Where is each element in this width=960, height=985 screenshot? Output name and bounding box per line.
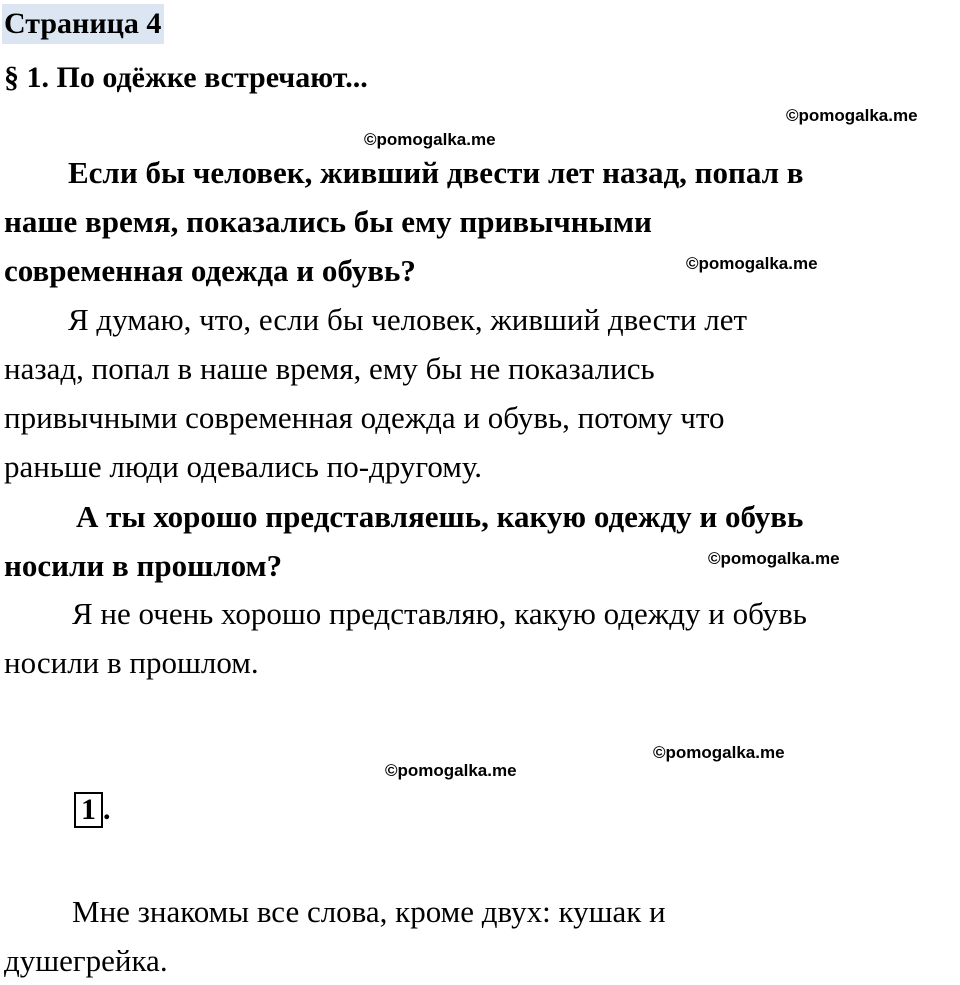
watermark: ©pomogalka.me bbox=[385, 761, 517, 780]
watermark: ©pomogalka.me bbox=[653, 743, 785, 762]
question-2-line-1: А ты хорошо представляешь, какую одежду и обувь bbox=[76, 499, 804, 534]
task-number-suffix: . bbox=[103, 793, 111, 826]
question-1-line-2: наше время, показались бы ему привычными bbox=[4, 204, 652, 239]
answer-2-line-2: носили в прошлом. bbox=[4, 645, 259, 680]
question-1-line-3: современная одежда и обувь? bbox=[4, 253, 416, 288]
answer-1-line-2: назад, попал в наше время, ему бы не показались bbox=[4, 351, 655, 386]
task-1-answer-line-2: душегрейка. bbox=[4, 943, 168, 978]
page-title: Страница 4 bbox=[2, 4, 164, 44]
answer-2-line-1: Я не очень хорошо представляю, какую одежду и обувь bbox=[72, 596, 807, 631]
task-1-answer-line-1: Мне знакомы все слова, кроме двух: кушак и bbox=[72, 894, 666, 929]
watermark: ©pomogalka.me bbox=[686, 254, 818, 273]
question-2-line-2: носили в прошлом? bbox=[4, 548, 283, 583]
answer-1-line-3: привычными современная одежда и обувь, потому что bbox=[4, 400, 725, 435]
watermark: ©pomogalka.me bbox=[364, 130, 496, 149]
section-title: § 1. По одёжке встречают... bbox=[4, 61, 368, 94]
answer-1-line-4: раньше люди одевались по-другому. bbox=[4, 449, 483, 484]
task-number bbox=[74, 792, 111, 828]
watermark: ©pomogalka.me bbox=[708, 549, 840, 568]
task-number-box: 1 bbox=[74, 792, 103, 828]
question-1-line-1: Если бы человек, живший двести лет назад, попал в bbox=[68, 155, 804, 190]
watermark: ©pomogalka.me bbox=[786, 106, 918, 125]
answer-1-line-1: Я думаю, что, если бы человек, живший двести лет bbox=[68, 302, 748, 337]
